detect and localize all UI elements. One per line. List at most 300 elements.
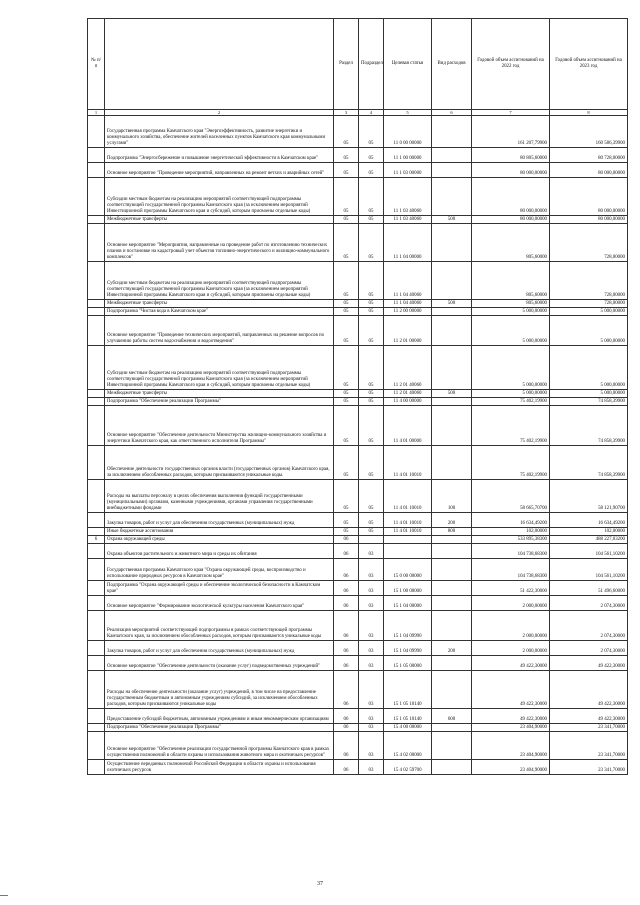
cell-num (88, 446, 105, 480)
cell-year-2022: 16 634,49200 (472, 513, 550, 528)
cell-subsection: 03 (359, 641, 384, 656)
cell-section: 05 (334, 446, 359, 480)
cell-section: 06 (334, 536, 359, 544)
cell-article: 15 4 00 00000 (384, 724, 432, 732)
cell-name: Осуществление переданных полномочий Российской Федерации в области охраны и использования охотничьих ресурсов (105, 760, 334, 775)
cell-year-2023: 23 341,70000 (550, 760, 628, 775)
cell-article: 15 1 04 00000 (384, 596, 432, 611)
cell-section: 05 (334, 316, 359, 346)
cell-expense-type: 500 (432, 300, 472, 308)
cell-section: 05 (334, 116, 359, 148)
cell-year-2022: 2 000,00000 (472, 641, 550, 656)
cell-section: 05 (334, 513, 359, 528)
cell-section: 05 (334, 163, 359, 178)
cell-subsection: 05 (359, 480, 384, 513)
cell-year-2022: 49 422,30000 (472, 671, 550, 709)
cell-subsection (359, 536, 384, 544)
cell-year-2022: 2 000,00000 (472, 596, 550, 611)
cell-expense-type: 600 (432, 709, 472, 724)
cell-expense-type (432, 346, 472, 390)
cell-year-2022: 75 402,19900 (472, 406, 550, 446)
header-num: № п/п (88, 19, 105, 110)
cell-subsection: 05 (359, 300, 384, 308)
cell-subsection: 03 (359, 596, 384, 611)
column-number: 6 (432, 110, 472, 116)
cell-article: 11 2 01 00000 (384, 316, 432, 346)
cell-name: Обеспечение деятельности государственных органов власти (государственных органов) Камчатского края, за исключением обособленных расходов, которым присваиваются уникальные коды. (105, 446, 334, 480)
cell-section: 06 (334, 656, 359, 671)
cell-num (88, 178, 105, 216)
header-subsection: Подраздел (359, 19, 384, 110)
cell-num (88, 656, 105, 671)
cell-name: Расходы на обеспечение деятельности (оказание услуг) учреждений, в том числе на предоставление государственным бюджетным и автономным учреждениям субсидий, за исключением обособленных расходов, которым присваиваются уникальные коды (105, 671, 334, 709)
cell-year-2023: 49 422,30000 (550, 671, 628, 709)
cell-name: Основное мероприятие "Обеспечение реализации государственной программы Камчатского края в рамках осуществления полномочий в области охраны и использования животного мира и охотничьих ресурсов" (105, 732, 334, 760)
cell-year-2022: 23 404,90000 (472, 724, 550, 732)
cell-year-2023: 728,00000 (550, 262, 628, 300)
table-row (88, 581, 628, 596)
table-header-row (88, 19, 628, 110)
cell-section: 06 (334, 544, 359, 559)
table-row (88, 262, 628, 300)
cell-num (88, 308, 105, 316)
cell-num (88, 513, 105, 528)
table-row (88, 116, 628, 148)
cell-subsection: 03 (359, 671, 384, 709)
cell-subsection: 03 (359, 732, 384, 760)
cell-subsection: 05 (359, 316, 384, 346)
cell-year-2023: 2 074,30000 (550, 611, 628, 641)
cell-name: Подпрограмма "Обеспечение реализации Программы" (105, 724, 334, 732)
cell-year-2022: 102,00000 (472, 528, 550, 536)
cell-subsection: 03 (359, 581, 384, 596)
cell-section: 06 (334, 596, 359, 611)
cell-expense-type (432, 581, 472, 596)
cell-subsection: 05 (359, 528, 384, 536)
cell-article: 11 1 04 40060 (384, 262, 432, 300)
table-row (88, 346, 628, 390)
cell-year-2023: 2 074,30000 (550, 641, 628, 656)
cell-year-2023: 5 000,00000 (550, 316, 628, 346)
cell-article: 15 1 00 00000 (384, 581, 432, 596)
cell-year-2023: 49 422,30000 (550, 656, 628, 671)
table-row (88, 446, 628, 480)
cell-expense-type (432, 178, 472, 216)
cell-article: 15 1 05 10140 (384, 671, 432, 709)
cell-section: 05 (334, 390, 359, 398)
scan-mark (0, 895, 8, 896)
cell-num (88, 163, 105, 178)
cell-name: Основное мероприятие "Проведение технических мероприятий, направленных на решение вопросов по улучшению работы систем водоснабжения и водоотведения" (105, 316, 334, 346)
cell-num (88, 732, 105, 760)
cell-article (384, 536, 432, 544)
cell-name: Реализация мероприятий соответствующей подпрограммы в рамках соответствующей программы Камчатского края, за исключением обособленных расходов, которым присваиваются уникальные коды (105, 611, 334, 641)
table-row (88, 300, 628, 308)
cell-num (88, 528, 105, 536)
cell-year-2022: 2 000,00000 (472, 611, 550, 641)
cell-name: Охрана окружающей среды (105, 536, 334, 544)
cell-num (88, 671, 105, 709)
cell-year-2022: 80 000,00000 (472, 178, 550, 216)
cell-year-2022: 5 000,00000 (472, 346, 550, 390)
cell-name: Основное мероприятие "Обеспечение деятельности (оказание услуг) подведомственных учреждений" (105, 656, 334, 671)
cell-article: 15 1 05 10140 (384, 709, 432, 724)
cell-num (88, 611, 105, 641)
cell-year-2022: 49 422,30000 (472, 709, 550, 724)
cell-num (88, 559, 105, 581)
cell-num (88, 300, 105, 308)
column-number: 3 (334, 110, 359, 116)
cell-subsection: 05 (359, 390, 384, 398)
cell-year-2022: 805,60000 (472, 262, 550, 300)
cell-expense-type (432, 446, 472, 480)
cell-expense-type: 800 (432, 528, 472, 536)
cell-year-2022: 75 402,19900 (472, 446, 550, 480)
table-row (88, 163, 628, 178)
cell-year-2023: 104 561,10200 (550, 544, 628, 559)
cell-article: 11 1 00 00000 (384, 148, 432, 163)
cell-num (88, 316, 105, 346)
cell-article: 11 1 03 40060 (384, 178, 432, 216)
cell-year-2022: 161 207,79900 (472, 116, 550, 148)
cell-num (88, 544, 105, 559)
cell-year-2022: 5 000,00000 (472, 390, 550, 398)
cell-year-2023: 74 858,39900 (550, 398, 628, 406)
table-row (88, 709, 628, 724)
cell-expense-type (432, 760, 472, 775)
cell-expense-type (432, 148, 472, 163)
cell-year-2022: 75 402,19900 (472, 398, 550, 406)
cell-section: 06 (334, 760, 359, 775)
cell-subsection: 03 (359, 611, 384, 641)
table-row (88, 406, 628, 446)
cell-year-2023: 16 634,49200 (550, 513, 628, 528)
cell-article: 15 1 04 09990 (384, 611, 432, 641)
cell-year-2022: 80 000,00000 (472, 216, 550, 224)
cell-num (88, 116, 105, 148)
cell-num (88, 406, 105, 446)
cell-year-2022: 51 422,30000 (472, 581, 550, 596)
cell-expense-type (432, 611, 472, 641)
cell-subsection: 03 (359, 724, 384, 732)
cell-num (88, 641, 105, 656)
cell-subsection: 05 (359, 216, 384, 224)
cell-year-2023: 102,00000 (550, 528, 628, 536)
cell-article: 11 4 01 10010 (384, 528, 432, 536)
table-row (88, 536, 628, 544)
cell-expense-type (432, 406, 472, 446)
cell-year-2023: 23 341,70000 (550, 724, 628, 732)
cell-name: Межбюджетные трансферты (105, 216, 334, 224)
cell-year-2023: 74 858,39900 (550, 446, 628, 480)
cell-expense-type (432, 308, 472, 316)
cell-year-2022: 23 404,90000 (472, 732, 550, 760)
cell-name: Основное мероприятие "Обеспечение деятельности Министерства жилищно-коммунального хозяйства и энергетики Камчатского края, как ответственного исполнителя Программы" (105, 406, 334, 446)
cell-subsection: 05 (359, 116, 384, 148)
cell-year-2023: 49 422,30000 (550, 709, 628, 724)
cell-expense-type (432, 544, 472, 559)
cell-year-2023: 74 858,39900 (550, 406, 628, 446)
cell-year-2023: 80 000,00000 (550, 216, 628, 224)
cell-section: 05 (334, 178, 359, 216)
header-section: Раздел (334, 19, 359, 110)
cell-expense-type (432, 116, 472, 148)
cell-name: Иные бюджетные ассигнования (105, 528, 334, 536)
cell-article: 11 1 03 00000 (384, 163, 432, 178)
table-row (88, 724, 628, 732)
table-row (88, 178, 628, 216)
table-row (88, 596, 628, 611)
cell-section: 06 (334, 581, 359, 596)
cell-subsection: 05 (359, 262, 384, 300)
cell-name: Охрана объектов растительного и животного мира и среды их обитания (105, 544, 334, 559)
table-row (88, 732, 628, 760)
cell-name: Подпрограмма "Чистая вода в Камчатском крае" (105, 308, 334, 316)
cell-article (384, 544, 432, 559)
page-number: 37 (317, 881, 323, 887)
cell-num (88, 346, 105, 390)
cell-section: 06 (334, 611, 359, 641)
column-number: 8 (550, 110, 628, 116)
cell-section: 05 (334, 398, 359, 406)
header-year-2022: Годовой объем ассигнований на 2022 год (472, 19, 550, 110)
cell-section: 05 (334, 406, 359, 446)
cell-article: 15 4 02 00000 (384, 732, 432, 760)
cell-expense-type: 500 (432, 216, 472, 224)
cell-section: 06 (334, 559, 359, 581)
cell-section: 05 (334, 300, 359, 308)
cell-subsection: 05 (359, 346, 384, 390)
table-row (88, 216, 628, 224)
cell-expense-type: 200 (432, 513, 472, 528)
cell-section: 05 (334, 480, 359, 513)
cell-subsection: 03 (359, 709, 384, 724)
table-row (88, 148, 628, 163)
cell-num (88, 760, 105, 775)
column-number: 7 (472, 110, 550, 116)
cell-name: Расходы на выплаты персоналу в целях обеспечения выполнения функций государственными (муниципальными) органами, казенными учреждениями, органами управления государственными внебюджетными фондами (105, 480, 334, 513)
cell-num (88, 596, 105, 611)
table-row (88, 398, 628, 406)
table-body (88, 116, 628, 775)
cell-subsection: 05 (359, 398, 384, 406)
cell-name: Закупка товаров, работ и услуг для обеспечения государственных (муниципальных) нужд (105, 513, 334, 528)
cell-year-2022: 104 738,68300 (472, 559, 550, 581)
cell-subsection: 05 (359, 224, 384, 262)
cell-section: 06 (334, 724, 359, 732)
cell-num (88, 480, 105, 513)
table-row (88, 641, 628, 656)
cell-expense-type (432, 596, 472, 611)
cell-year-2022: 80 000,00000 (472, 163, 550, 178)
table-row (88, 544, 628, 559)
cell-article: 15 4 02 59700 (384, 760, 432, 775)
cell-year-2022: 104 738,68300 (472, 544, 550, 559)
cell-article: 11 1 04 40060 (384, 300, 432, 308)
cell-year-2023: 80 000,00000 (550, 178, 628, 216)
cell-expense-type (432, 656, 472, 671)
cell-year-2023: 5 000,00000 (550, 308, 628, 316)
cell-expense-type (432, 262, 472, 300)
cell-year-2022: 5 000,00000 (472, 316, 550, 346)
cell-year-2022: 80 805,60000 (472, 148, 550, 163)
cell-section: 05 (334, 528, 359, 536)
cell-subsection: 03 (359, 559, 384, 581)
cell-expense-type: 100 (432, 480, 472, 513)
cell-article: 11 4 01 00000 (384, 406, 432, 446)
table-row (88, 611, 628, 641)
cell-article: 11 2 01 40060 (384, 346, 432, 390)
header-expense-type: Вид расходов (432, 19, 472, 110)
cell-subsection: 05 (359, 163, 384, 178)
cell-subsection: 05 (359, 513, 384, 528)
column-number: 4 (359, 110, 384, 116)
cell-article: 11 2 01 40060 (384, 390, 432, 398)
cell-num (88, 724, 105, 732)
cell-year-2023: 80 000,00000 (550, 163, 628, 178)
table-row (88, 390, 628, 398)
cell-year-2023: 5 000,00000 (550, 346, 628, 390)
cell-expense-type (432, 398, 472, 406)
cell-article: 15 1 04 09990 (384, 641, 432, 656)
cell-num (88, 398, 105, 406)
cell-section: 05 (334, 148, 359, 163)
cell-subsection: 05 (359, 148, 384, 163)
cell-year-2023: 5 000,00000 (550, 390, 628, 398)
cell-name: Субсидии местным бюджетам на реализацию мероприятий соответствующей подпрограммы соответствующей государственной программы Камчатского края (за исключением мероприятий Инвестиционной программы Камчатского края и субсидий, которым присвоены отдельные коды) (105, 178, 334, 216)
cell-expense-type (432, 671, 472, 709)
cell-subsection: 05 (359, 308, 384, 316)
cell-expense-type (432, 536, 472, 544)
cell-year-2023: 728,00000 (550, 224, 628, 262)
cell-name: Государственная программа Камчатского края "Энергоэффективность, развитие энергетики и коммунального хозяйства, обеспечение жителей населенных пунктов Камчатского края коммунальными услугами" (105, 116, 334, 148)
cell-year-2022: 5 000,00000 (472, 308, 550, 316)
cell-year-2022: 805,60000 (472, 300, 550, 308)
cell-subsection: 03 (359, 656, 384, 671)
cell-name: Предоставление субсидий бюджетным, автономным учреждениям и иным некоммерческим организациям (105, 709, 334, 724)
cell-subsection: 03 (359, 760, 384, 775)
table-row (88, 559, 628, 581)
cell-name: Субсидии местным бюджетам на реализацию мероприятий соответствующей подпрограммы соответствующей государственной программы Камчатского края (за исключением мероприятий Инвестиционной программы Камчатского края и субсидий, которым присвоены отдельные коды) (105, 262, 334, 300)
cell-num (88, 262, 105, 300)
cell-year-2022: 805,60000 (472, 224, 550, 262)
cell-section: 06 (334, 732, 359, 760)
header-year-2023: Годовой объем ассигнований на 2023 год (550, 19, 628, 110)
cell-num (88, 148, 105, 163)
cell-year-2022: 533 895,38300 (472, 536, 550, 544)
cell-section: 05 (334, 216, 359, 224)
cell-name: Подпрограмма "Охрана окружающей среды и обеспечение экологической безопасности в Камчатском крае" (105, 581, 334, 596)
cell-name: Межбюджетные трансферты (105, 390, 334, 398)
cell-name: Субсидии местным бюджетам на реализацию мероприятий соответствующей подпрограммы соответствующей государственной программы Камчатского края (за исключением мероприятий Инвестиционной программы Камчатского края и субсидий, которым присвоены отдельные коды) (105, 346, 334, 390)
cell-subsection: 05 (359, 406, 384, 446)
cell-section: 05 (334, 224, 359, 262)
cell-year-2022: 49 422,30000 (472, 656, 550, 671)
header-article: Целевая статья (384, 19, 432, 110)
cell-article: 11 4 01 10010 (384, 480, 432, 513)
cell-section: 05 (334, 346, 359, 390)
cell-article: 15 0 00 00000 (384, 559, 432, 581)
cell-article: 11 4 01 10010 (384, 513, 432, 528)
cell-num (88, 581, 105, 596)
cell-name: Подпрограмма "Энергосбережение и повышение энергетической эффективности в Камчатском крае" (105, 148, 334, 163)
cell-name: Основное мероприятие "Мероприятия, направленные на проведение работ по изготовлению технических планов и постановке на кадастровый учет объектов топливно-энергетического и жилищно-коммунального комплексов" (105, 224, 334, 262)
cell-article: 11 2 00 00000 (384, 308, 432, 316)
table-row (88, 513, 628, 528)
cell-expense-type (432, 559, 472, 581)
cell-name: Основное мероприятие "Проведение мероприятий, направленных на ремонт ветхих и аварийных сетей" (105, 163, 334, 178)
cell-year-2023: 51 496,60000 (550, 581, 628, 596)
cell-expense-type (432, 163, 472, 178)
table-row (88, 528, 628, 536)
cell-num (88, 390, 105, 398)
cell-year-2023: 80 728,00000 (550, 148, 628, 163)
table-row (88, 224, 628, 262)
cell-num (88, 224, 105, 262)
cell-name: Государственная программа Камчатского края "Охрана окружающей среды, воспроизводство и использование природных ресурсов в Камчатском крае" (105, 559, 334, 581)
cell-section: 05 (334, 308, 359, 316)
cell-article: 11 4 01 10010 (384, 446, 432, 480)
header-name (105, 19, 334, 110)
cell-section: 06 (334, 641, 359, 656)
cell-expense-type (432, 724, 472, 732)
table-row (88, 480, 628, 513)
table-row (88, 760, 628, 775)
cell-year-2023: 488 227,03200 (550, 536, 628, 544)
cell-year-2022: 58 665,70700 (472, 480, 550, 513)
cell-year-2023: 23 341,70000 (550, 732, 628, 760)
table-row (88, 671, 628, 709)
cell-name: Закупка товаров, работ и услуг для обеспечения государственных (муниципальных) нужд (105, 641, 334, 656)
cell-article: 11 0 00 00000 (384, 116, 432, 148)
column-number: 2 (105, 110, 334, 116)
cell-article: 11 4 00 00000 (384, 398, 432, 406)
cell-year-2022: 23 404,90000 (472, 760, 550, 775)
cell-name: Подпрограмма "Обеспечение реализации Программы" (105, 398, 334, 406)
cell-expense-type: 200 (432, 641, 472, 656)
cell-num (88, 216, 105, 224)
cell-expense-type: 500 (432, 390, 472, 398)
cell-article: 15 1 05 00000 (384, 656, 432, 671)
cell-year-2023: 160 586,39900 (550, 116, 628, 148)
column-number: 5 (384, 110, 432, 116)
cell-section: 06 (334, 671, 359, 709)
table-row (88, 308, 628, 316)
table-row (88, 316, 628, 346)
cell-year-2023: 58 121,90700 (550, 480, 628, 513)
cell-num (88, 709, 105, 724)
cell-subsection: 05 (359, 178, 384, 216)
cell-expense-type (432, 224, 472, 262)
cell-article: 11 1 04 00000 (384, 224, 432, 262)
cell-section: 05 (334, 262, 359, 300)
column-number: 1 (88, 110, 105, 116)
cell-subsection: 05 (359, 446, 384, 480)
cell-section: 06 (334, 709, 359, 724)
cell-subsection: 03 (359, 544, 384, 559)
budget-table (87, 18, 628, 775)
cell-year-2023: 104 561,10200 (550, 559, 628, 581)
cell-name: Межбюджетные трансферты (105, 300, 334, 308)
cell-year-2023: 728,00000 (550, 300, 628, 308)
cell-expense-type (432, 316, 472, 346)
cell-expense-type (432, 732, 472, 760)
cell-article: 11 1 03 40060 (384, 216, 432, 224)
cell-num: 6 (88, 536, 105, 544)
cell-name: Основное мероприятие "Формирование экологической культуры населения Камчатского края" (105, 596, 334, 611)
table-row (88, 656, 628, 671)
cell-year-2023: 2 074,30000 (550, 596, 628, 611)
